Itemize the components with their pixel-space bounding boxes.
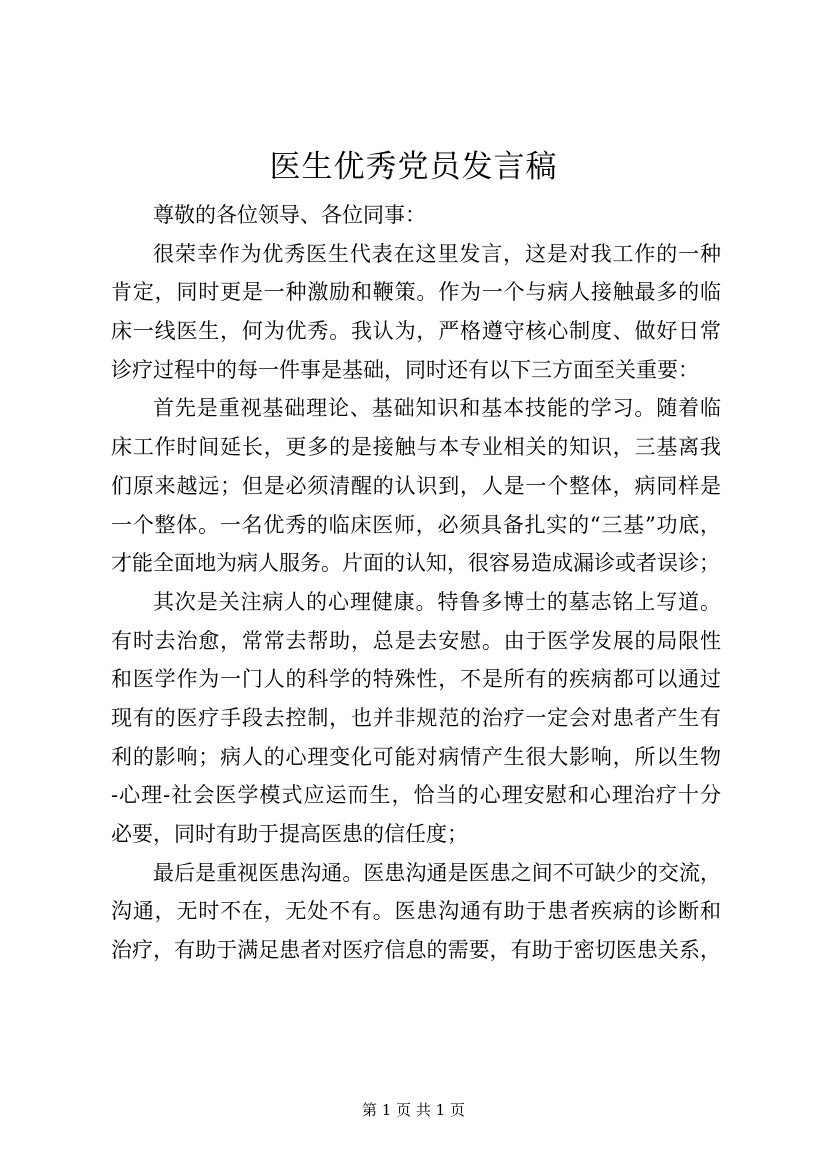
text-line: -心理-社会医学模式应运而生，恰当的心理安慰和心理治疗十分 — [111, 783, 721, 808]
text-line: 们原来越远；但是必须清醒的认识到，人是一个整体，病同样是 — [111, 473, 721, 498]
text-line: 尊敬的各位领导、各位同事： — [153, 203, 426, 227]
text-line: 首先是重视基础理论、基础知识和基本技能的学习。随着临 — [153, 396, 721, 421]
text-line: 沟通，无时不在，无处不有。医患沟通有助于患者疾病的诊断和 — [111, 899, 721, 924]
text-line: 床一线医生，何为优秀。我认为，严格遵守核心制度、做好日常 — [111, 319, 721, 344]
text-line: 必要，同时有助于提高医患的信任度； — [111, 822, 468, 846]
text-line: 和医学作为一门人的科学的特殊性，不是所有的疾病都可以通过 — [111, 667, 721, 692]
text-line: 很荣幸作为优秀医生代表在这里发言，这是对我工作的一种 — [153, 241, 721, 266]
document-body — [111, 196, 721, 970]
text-line: 才能全面地为病人服务。片面的认知，很容易造成漏诊或者误诊； — [111, 551, 720, 576]
text-line: 其次是关注病人的心理健康。特鲁多博士的墓志铭上写道。 — [153, 589, 721, 614]
page-footer: 第 1 页 共 1 页 — [362, 1101, 465, 1119]
text-line: 肯定，同时更是一种激励和鞭策。作为一个与病人接触最多的临 — [111, 280, 721, 305]
page-title: 医生优秀党员发言稿 — [269, 149, 558, 185]
text-line: 利的影响；病人的心理变化可能对病情产生很大影响，所以生物 — [111, 744, 721, 769]
text-line: 治疗，有助于满足患者对医疗信息的需要，有助于密切医患关系， — [111, 938, 721, 963]
text-line: 有时去治愈，常常去帮助，总是去安慰。由于医学发展的局限性 — [111, 628, 721, 653]
text-line: 现有的医疗手段去控制，也并非规范的治疗一定会对患者产生有 — [111, 705, 721, 730]
text-line: 诊疗过程中的每一件事是基础，同时还有以下三方面至关重要： — [111, 357, 699, 382]
text-line: 一个整体。一名优秀的临床医师，必须具备扎实的“三基”功底， — [111, 512, 721, 537]
text-line: 床工作时间延长，更多的是接触与本专业相关的知识，三基离我 — [111, 435, 721, 460]
text-line: 最后是重视医患沟通。医患沟通是医患之间不可缺少的交流， — [153, 860, 721, 885]
